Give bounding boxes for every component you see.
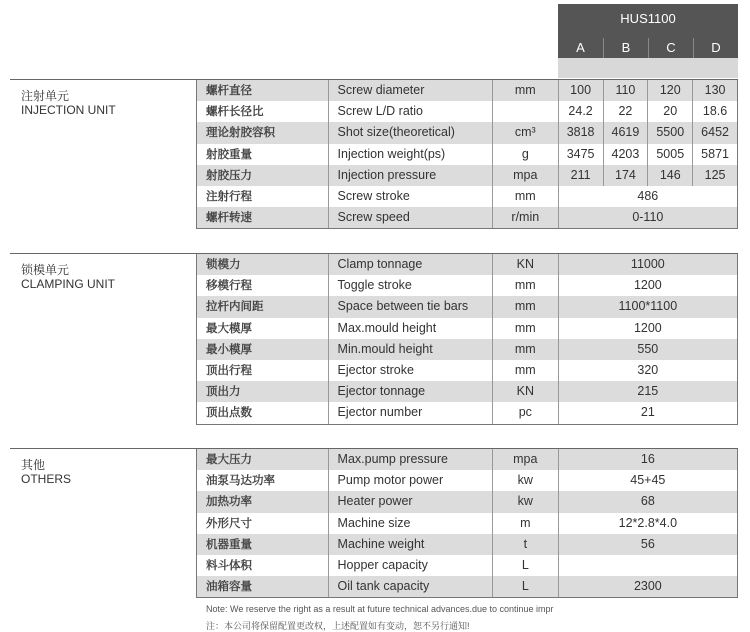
section-label-cn: 其他 xyxy=(21,458,46,472)
param-value: 6452 xyxy=(692,122,737,143)
param-value: 5005 xyxy=(647,144,692,165)
param-name-en: Screw diameter xyxy=(328,80,492,101)
param-name-cn: 拉杆内间距 xyxy=(206,299,264,314)
section-label-injection xyxy=(21,89,116,117)
section-label-en: CLAMPING UNIT xyxy=(21,277,116,291)
table-row xyxy=(197,165,737,186)
param-name-cn: 油箱容量 xyxy=(206,579,252,594)
param-name-en: Min.mould height xyxy=(328,339,492,360)
param-name-en: Ejector number xyxy=(328,402,492,423)
table-row xyxy=(197,144,737,165)
param-value: 5871 xyxy=(692,144,737,165)
section-label-clamping xyxy=(21,263,115,291)
param-value: 24.2 xyxy=(558,101,603,122)
param-value: 18.6 xyxy=(692,101,737,122)
param-name-cn: 射胶压力 xyxy=(206,167,252,182)
table-row xyxy=(197,186,737,207)
section-label-en: OTHERS xyxy=(21,472,72,486)
param-value: 16 xyxy=(558,449,737,470)
table-row xyxy=(197,122,737,143)
param-name-cn: 外形尺寸 xyxy=(206,515,252,530)
param-unit: mpa xyxy=(492,165,558,186)
param-name-en: Max.mould height xyxy=(328,318,492,339)
section-label-en: INJECTION UNIT xyxy=(21,103,116,117)
param-name-en: Oil tank capacity xyxy=(328,576,492,597)
model-header-strip xyxy=(558,58,738,78)
param-name-cn: 锁模力 xyxy=(206,257,241,271)
param-name-en: Ejector stroke xyxy=(328,360,492,381)
param-value: 2300 xyxy=(558,576,737,597)
param-name-cn: 顶出力 xyxy=(206,384,241,399)
param-unit xyxy=(492,101,558,122)
param-value: 5500 xyxy=(647,122,692,143)
param-name-en: Pump motor power xyxy=(328,470,492,491)
table-row xyxy=(197,491,737,512)
section-label-others xyxy=(21,458,71,486)
param-unit: pc xyxy=(492,402,558,423)
param-name-en: Machine size xyxy=(328,513,492,534)
param-name-cn: 螺杆长径比 xyxy=(206,104,264,119)
param-name-en: Space between tie bars xyxy=(328,296,492,317)
table-row xyxy=(197,101,737,122)
param-value: 3818 xyxy=(558,122,603,143)
param-name-cn: 最小模厚 xyxy=(206,341,252,356)
param-value: 100 xyxy=(558,80,603,101)
table-row xyxy=(197,207,737,228)
param-name-en: Clamp tonnage xyxy=(328,254,492,275)
param-name-en: Machine weight xyxy=(328,534,492,555)
param-unit: mm xyxy=(492,275,558,296)
param-name-cn: 最大压力 xyxy=(206,452,252,466)
param-value: 11000 xyxy=(558,254,737,275)
param-name-en: Toggle stroke xyxy=(328,275,492,296)
table-row xyxy=(197,360,737,381)
param-name-cn: 加热功率 xyxy=(206,494,252,509)
param-value: 22 xyxy=(603,101,648,122)
param-name-en: Hopper capacity xyxy=(328,555,492,576)
param-name-cn: 料斗体积 xyxy=(206,557,252,572)
param-unit: mm xyxy=(492,339,558,360)
param-name-cn: 油泵马达功率 xyxy=(206,473,275,488)
param-unit: kw xyxy=(492,470,558,491)
param-unit: L xyxy=(492,555,558,576)
note-cn: 注：本公司将保留配置更改权，上述配置如有变动，恕不另行通知! xyxy=(206,621,470,631)
param-value: 3475 xyxy=(558,144,603,165)
model-name: HUS1100 xyxy=(620,11,676,26)
table-row xyxy=(197,576,737,597)
param-unit: mm xyxy=(492,360,558,381)
param-value: 0-110 xyxy=(558,207,737,228)
param-value: 21 xyxy=(558,402,737,423)
variant-label: D xyxy=(693,38,738,58)
param-unit: mm xyxy=(492,318,558,339)
param-value: 174 xyxy=(603,165,648,186)
param-value: 4203 xyxy=(603,144,648,165)
table-row xyxy=(197,254,737,275)
param-value: 45+45 xyxy=(558,470,737,491)
param-unit: r/min xyxy=(492,207,558,228)
param-name-en: Screw speed xyxy=(328,207,492,228)
table-row xyxy=(197,449,737,470)
param-name-en: Injection pressure xyxy=(328,165,492,186)
param-unit: KN xyxy=(492,381,558,402)
param-unit: g xyxy=(492,144,558,165)
param-unit: mpa xyxy=(492,449,558,470)
param-name-cn: 最大模厚 xyxy=(206,320,252,335)
param-unit: cm³ xyxy=(492,122,558,143)
param-value: 4619 xyxy=(603,122,648,143)
param-unit: t xyxy=(492,534,558,555)
table-row xyxy=(197,470,737,491)
param-name-cn: 螺杆转速 xyxy=(206,210,252,225)
param-unit: KN xyxy=(492,254,558,275)
param-value: 211 xyxy=(558,165,603,186)
table-row xyxy=(197,318,737,339)
table-row xyxy=(197,555,737,576)
table-row xyxy=(197,275,737,296)
param-name-cn: 移模行程 xyxy=(206,278,252,293)
table-row xyxy=(197,381,737,402)
others-table xyxy=(196,449,738,598)
param-unit: mm xyxy=(492,80,558,101)
table-row xyxy=(197,339,737,360)
variant-label: A xyxy=(576,40,585,55)
param-unit: m xyxy=(492,513,558,534)
param-value: 125 xyxy=(692,165,737,186)
param-value: 68 xyxy=(558,491,737,512)
variant-label: C xyxy=(648,38,693,58)
param-name-en: Screw stroke xyxy=(328,186,492,207)
param-unit: mm xyxy=(492,186,558,207)
param-value: 1100*1100 xyxy=(558,296,737,317)
param-value: 1200 xyxy=(558,318,737,339)
note-en: Note: We reserve the right as a result at future technical advances.due to continue impr xyxy=(206,604,554,614)
param-value: 56 xyxy=(558,534,737,555)
param-name-en: Injection weight(ps) xyxy=(328,144,492,165)
param-name-cn: 螺杆直径 xyxy=(206,83,252,97)
param-name-cn: 射胶重量 xyxy=(206,146,252,161)
param-value: 120 xyxy=(647,80,692,101)
param-unit: kw xyxy=(492,491,558,512)
param-value xyxy=(558,555,737,576)
param-value: 12*2.8*4.0 xyxy=(558,513,737,534)
param-name-en: Heater power xyxy=(328,491,492,512)
param-name-en: Ejector tonnage xyxy=(328,381,492,402)
param-name-cn: 顶出点数 xyxy=(206,405,252,420)
param-value: 20 xyxy=(647,101,692,122)
table-row xyxy=(197,80,737,101)
param-name-cn: 顶出行程 xyxy=(206,362,252,377)
param-value: 320 xyxy=(558,360,737,381)
table-row xyxy=(197,402,737,423)
model-header xyxy=(558,4,738,58)
variant-label: B xyxy=(603,38,648,58)
param-name-cn: 理论射胶容积 xyxy=(206,125,275,140)
param-unit: mm xyxy=(492,296,558,317)
table-row xyxy=(197,296,737,317)
param-name-cn: 机器重量 xyxy=(206,536,252,551)
param-name-en: Shot size(theoretical) xyxy=(328,122,492,143)
param-name-en: Max.pump pressure xyxy=(328,449,492,470)
clamping-unit-table xyxy=(196,254,738,425)
table-row xyxy=(197,513,737,534)
param-name-en: Screw L/D ratio xyxy=(328,101,492,122)
injection-unit-table xyxy=(196,80,738,229)
param-value: 1200 xyxy=(558,275,737,296)
param-value: 486 xyxy=(558,186,737,207)
table-row xyxy=(197,534,737,555)
param-unit: L xyxy=(492,576,558,597)
param-value: 550 xyxy=(558,339,737,360)
section-label-cn: 锁模单元 xyxy=(21,263,70,277)
param-value: 110 xyxy=(603,80,648,101)
section-label-cn: 注射单元 xyxy=(21,89,70,103)
param-value: 146 xyxy=(647,165,692,186)
param-value: 130 xyxy=(692,80,737,101)
param-value: 215 xyxy=(558,381,737,402)
param-name-cn: 注射行程 xyxy=(206,188,252,203)
